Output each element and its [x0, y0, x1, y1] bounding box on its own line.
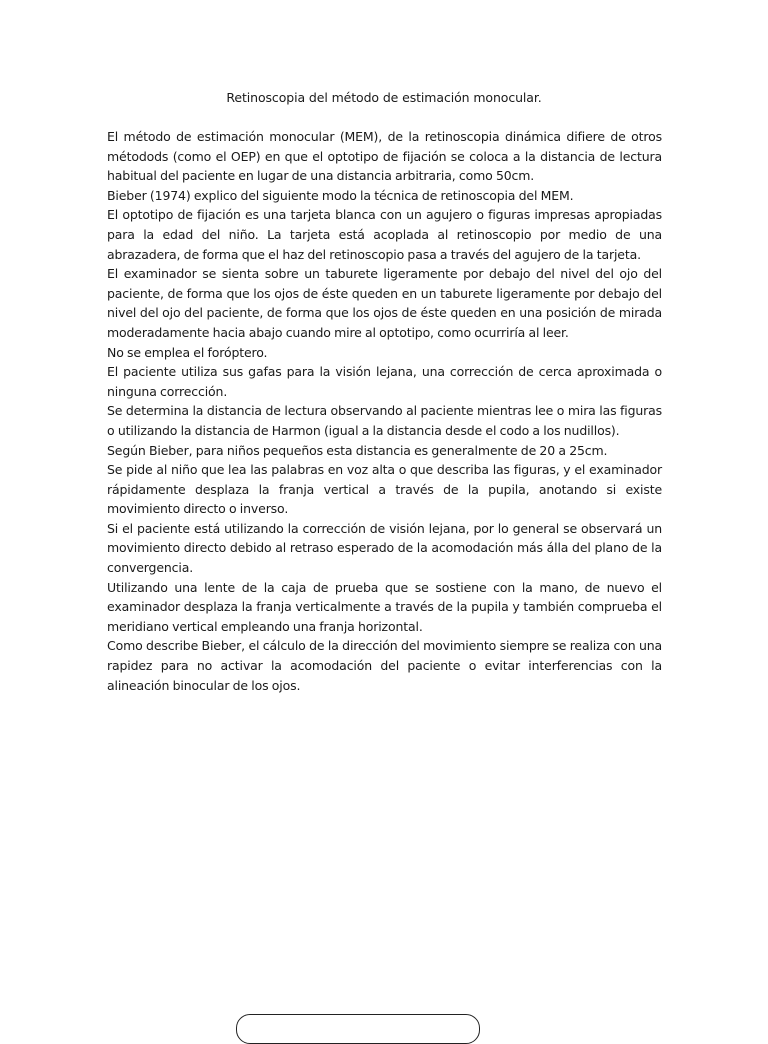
- paragraph-children-distance: Según Bieber, para niños pequeños esta distancia es generalmente de 20 a 25cm.: [107, 442, 608, 458]
- paragraph-bieber-intro: Bieber (1974) explico del siguiente modo la técnica de retinoscopia del MEM.: [107, 187, 574, 203]
- paragraph-speed: Como describe Bieber, el cálculo de la dirección del movimiento siempre se realiza con una rapidez para no activar la acomodación del paciente o evitar interferencias con la alineación binocular de los ojos.: [107, 638, 662, 693]
- paragraph-glasses: El paciente utiliza sus gafas para la visión lejana, una corrección de cerca aproximada o ninguna corrección.: [107, 364, 662, 399]
- paragraph-procedure: Se pide al niño que lea las palabras en voz alta o que describa las figuras, y el examinador rápidamente desplaza la franja vertical a través de la pupila, anotando si existe movimiento directo o inverso.: [107, 462, 662, 517]
- paragraph-mem-definition: El método de estimación monocular (MEM), de la retinoscopia dinámica difiere de otros métodods (como el OEP) en que el optotipo de fijación se coloca a la distancia de lectura habitual del paciente en lugar de una distancia arbitraria, como 50cm.: [107, 129, 662, 184]
- document-body: [107, 127, 662, 695]
- paragraph-phoropter: No se emplea el foróptero.: [107, 344, 268, 360]
- paragraph-trial-lens: Utilizando una lente de la caja de prueba que se sostiene con la mano, de nuevo el examinador desplaza la franja verticalmente a través de la pupila y también comprueba el meridiano vertical empleando una franja horizontal.: [107, 579, 662, 634]
- page-title: Retinoscopia del método de estimación monocular.: [226, 90, 542, 105]
- paragraph-distance-correction: Si el paciente está utilizando la corrección de visión lejana, por lo general se observará un movimiento directo debido al retraso esperado de la acomodación más álla del plano de la convergencia.: [107, 520, 662, 576]
- paragraph-examiner-position: El examinador se sienta sobre un taburete ligeramente por debajo del nivel del ojo del paciente, de forma que los ojos de éste queden en un taburete ligeramente por debajo del nivel del ojo del paciente, de forma que los ojos de éste queden en una posición de mirada moderadamente hacia abajo cuando mire al optotipo, como ocurriría al leer.: [107, 266, 662, 340]
- paragraph-fixation-target: El optotipo de fijación es una tarjeta blanca con un agujero o figuras impresas apropiadas para la edad del niño. La tarjeta está acoplada al retinoscopio por medio de una abrazadera, de forma que el haz del retinoscopio pasa a través del agujero de la tarjeta.: [107, 207, 662, 262]
- paragraph-reading-distance: Se determina la distancia de lectura observando al paciente mientras lee o mira las figuras o utilizando la distancia de Harmon (igual a la distancia desde el codo a los nudillos).: [107, 403, 662, 438]
- bottom-frame-border: [236, 1014, 480, 1044]
